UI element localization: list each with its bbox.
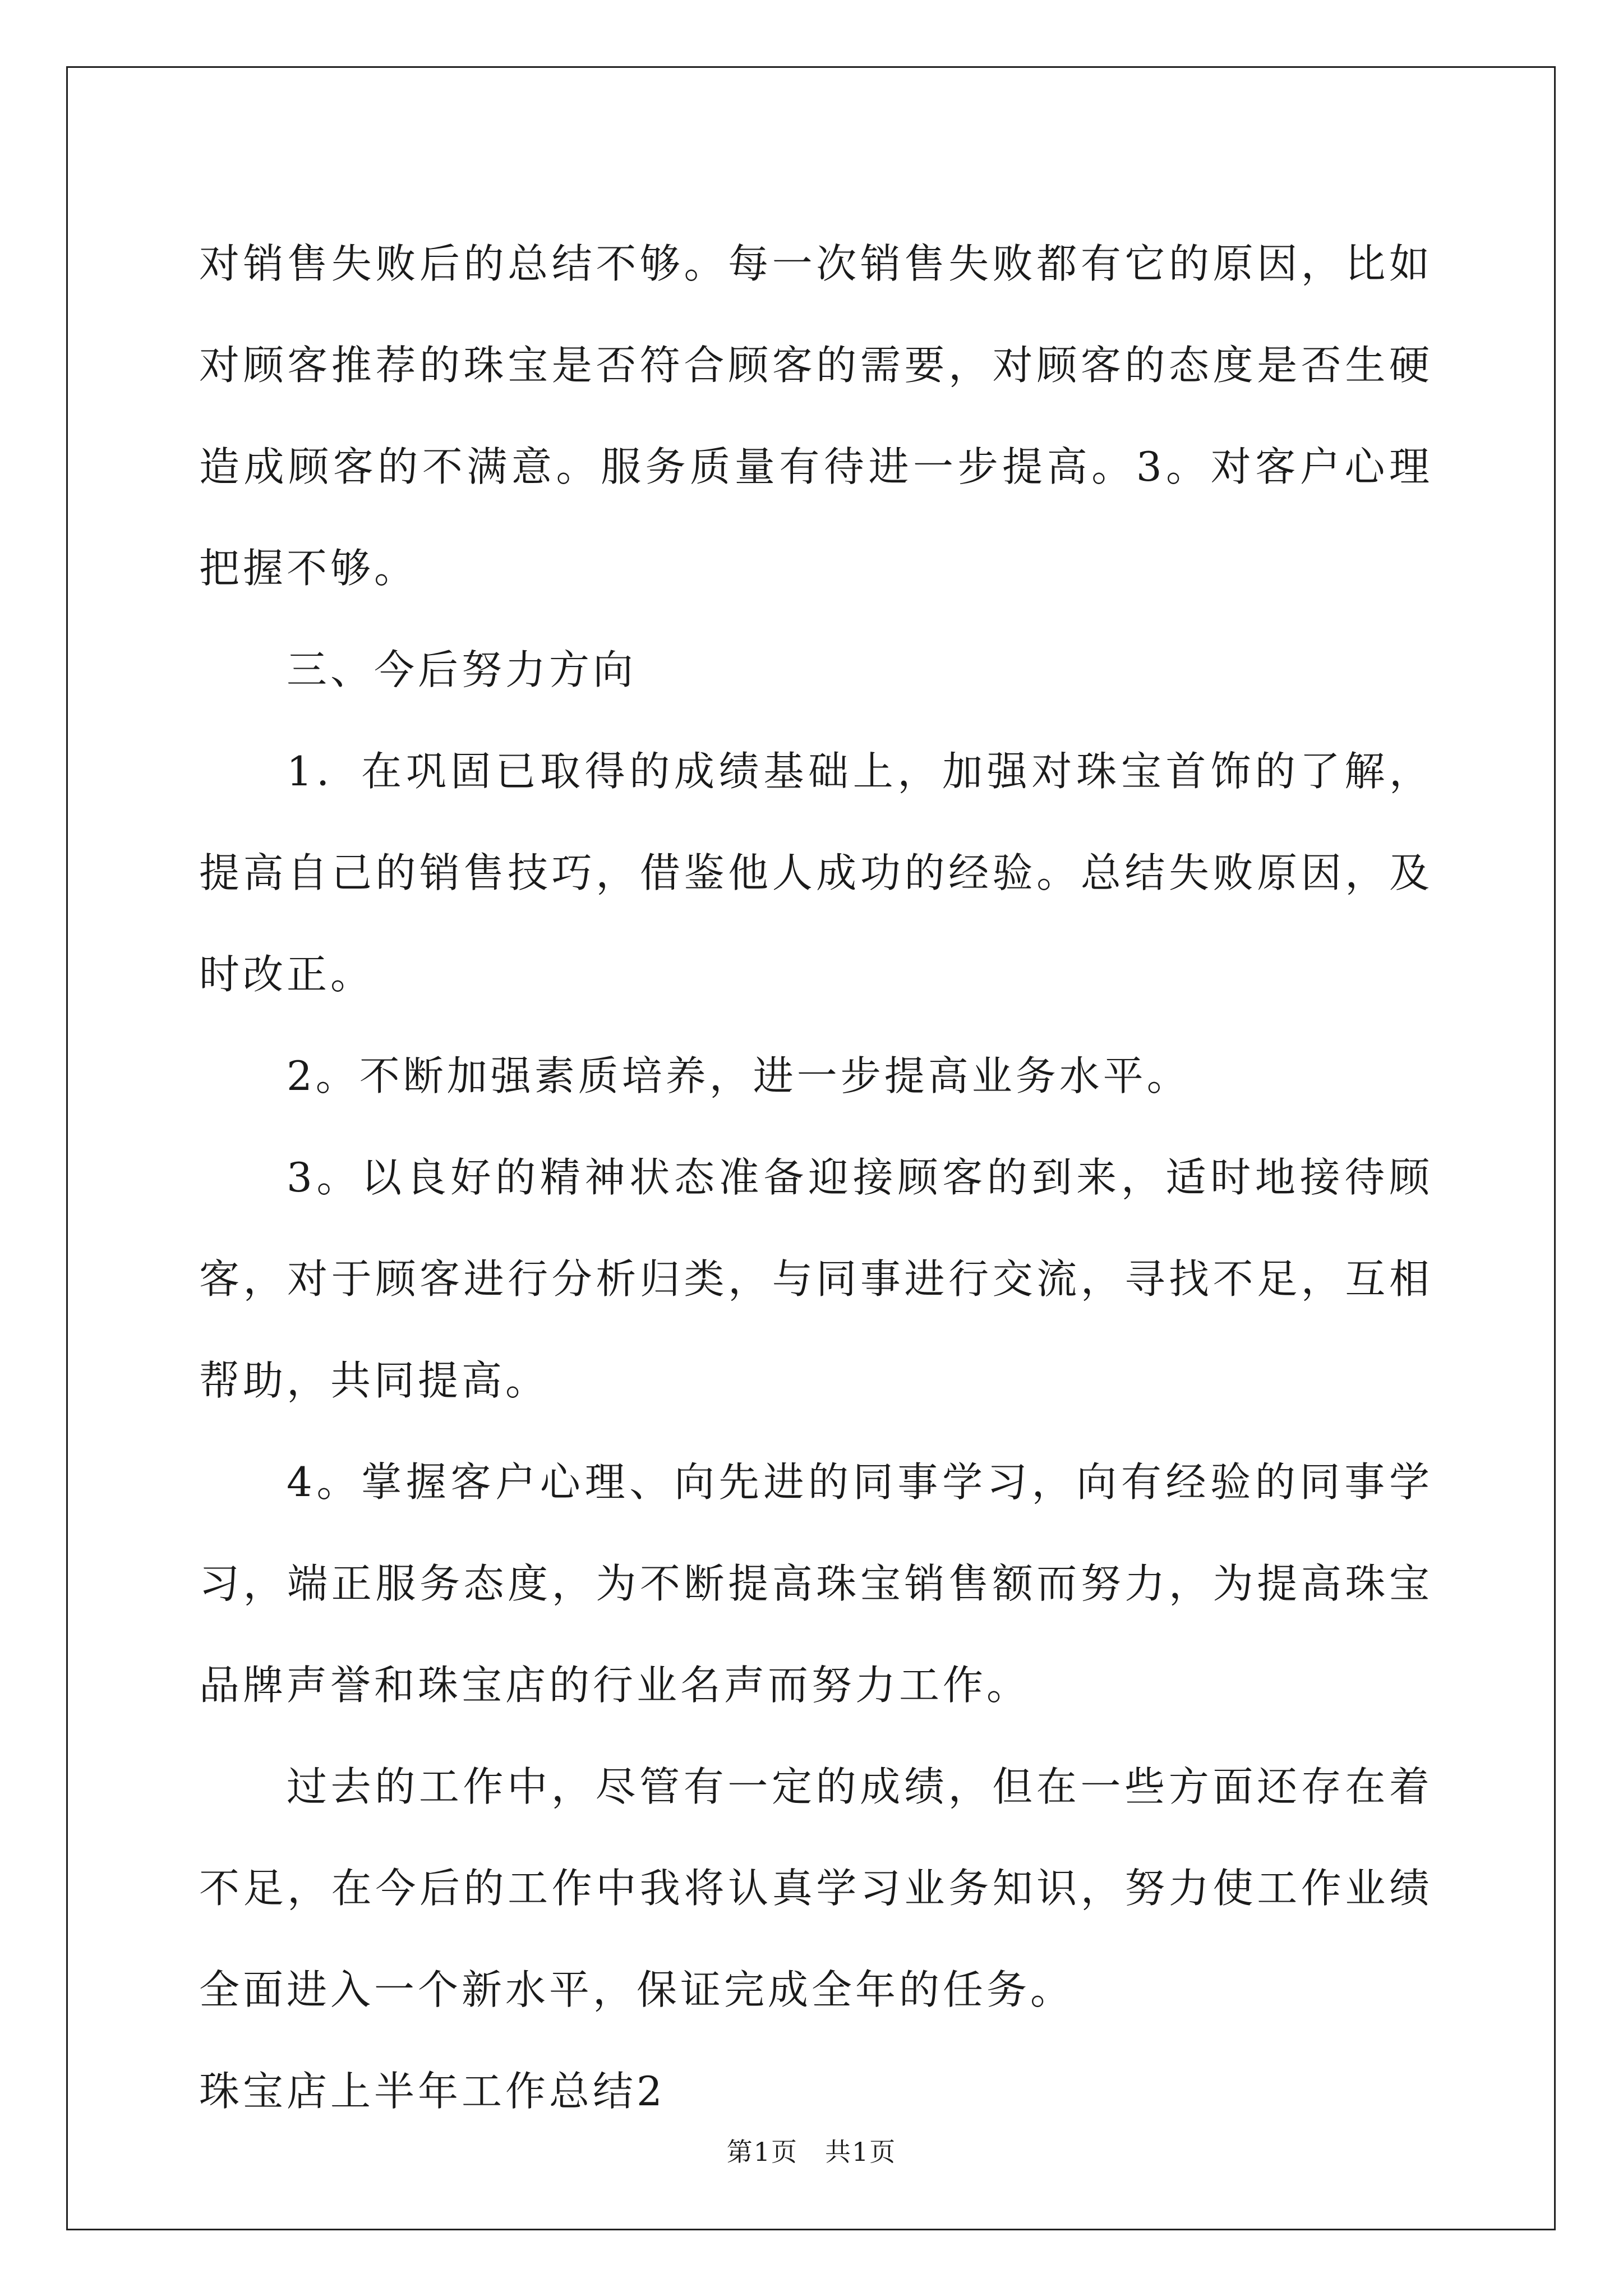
section-heading-future-direction: 三、今后努力方向 bbox=[287, 646, 637, 693]
paragraph-item-2: 2。不断加强素质培养，进一步提高业务水平。 bbox=[287, 1052, 1191, 1099]
paragraph-conclusion: 过去的工作中，尽管有一定的成绩，但在一些方面还存在着不足，在今后的工作中我将认真学习业务知识，努力使工作业绩全面进入一个新水平，保证完成全年的任务。 bbox=[199, 1763, 1433, 2013]
document-body bbox=[199, 213, 1433, 2142]
page-footer: 第1页 共1页 bbox=[726, 2137, 897, 2167]
paragraph-item-3: 3。以良好的精神状态准备迎接顾客的到来，适时地接待顾客，对于顾客进行分析归类，与同事进行交流，寻找不足，互相帮助，共同提高。 bbox=[199, 1154, 1433, 1404]
paragraph-item-4: 4。掌握客户心理、向先进的同事学习，向有经验的同事学习，端正服务态度，为不断提高珠宝销售额而努力，为提高珠宝品牌声誉和珠宝店的行业名声而努力工作。 bbox=[199, 1458, 1433, 1709]
section-title: 珠宝店上半年工作总结2 bbox=[199, 2068, 666, 2115]
paragraph-item-1: 1．在巩固已取得的成绩基础上，加强对珠宝首饰的了解，提高自己的销售技巧，借鉴他人成功的经验。总结失败原因，及时改正。 bbox=[199, 748, 1433, 998]
paragraph-1: 对销售失败后的总结不够。每一次销售失败都有它的原因，比如对顾客推荐的珠宝是否符合顾客的需要，对顾客的态度是否生硬造成顾客的不满意。服务质量有待进一步提高。3。对客户心理把握不够。 bbox=[199, 240, 1433, 592]
